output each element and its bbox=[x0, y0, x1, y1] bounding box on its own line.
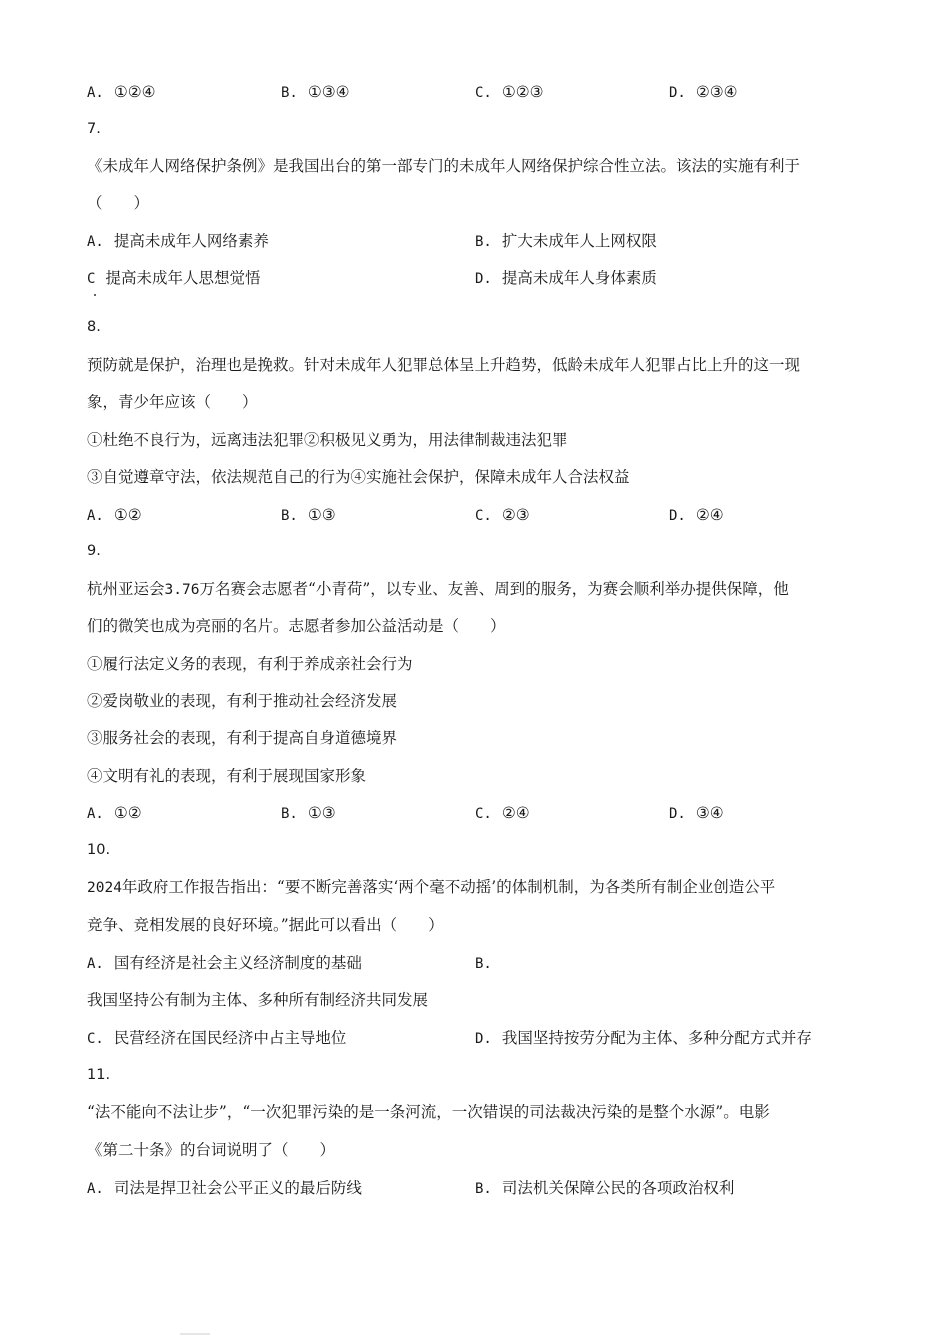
option-label: B. bbox=[281, 806, 298, 822]
q6-option-b bbox=[281, 82, 350, 103]
option-label: B. bbox=[475, 956, 492, 972]
option-label: D. bbox=[669, 806, 686, 822]
q10-stem-line1 bbox=[87, 877, 775, 898]
option-label: B. bbox=[281, 85, 298, 101]
q9-item-3: ③服务社会的表现，有利于提高自身道德境界 bbox=[87, 729, 398, 747]
option-text: 扩大未成年人上网权限 bbox=[501, 232, 657, 250]
q6-option-d bbox=[669, 82, 738, 103]
option-label: A. bbox=[87, 956, 104, 972]
option-label: B. bbox=[281, 508, 298, 524]
option-text: ②③④ bbox=[695, 83, 738, 101]
q9-number: 9. bbox=[87, 543, 101, 559]
q9-option-a bbox=[87, 803, 142, 824]
option-label: A. bbox=[87, 85, 104, 101]
q9-option-b bbox=[281, 803, 336, 824]
q11-stem-line1: “法不能向不法让步”，“一次犯罪污染的是一条河流，一次错误的司法裁决污染的是整个水源”。电影 bbox=[87, 1103, 770, 1121]
q11-number: 11. bbox=[87, 1067, 111, 1083]
option-label: B. bbox=[475, 1181, 492, 1197]
q11-option-a bbox=[87, 1178, 362, 1199]
option-label: B. bbox=[475, 234, 492, 250]
option-label: D. bbox=[669, 85, 686, 101]
q7-stem-line2: （ ） bbox=[87, 194, 150, 212]
q10-option-c bbox=[87, 1028, 346, 1049]
q6-option-c bbox=[475, 82, 544, 103]
option-label: D. bbox=[669, 508, 686, 524]
option-label: C. bbox=[475, 508, 492, 524]
q9-stem-part-b: 万名赛会志愿者“小青荷”，以专业、友善、周到的服务，为赛会顺利举办提供保障，他 bbox=[199, 580, 789, 598]
option-label: D. bbox=[475, 1031, 492, 1047]
option-text: ②④ bbox=[501, 804, 530, 822]
option-text: 司法机关保障公民的各项政治权利 bbox=[501, 1179, 735, 1197]
q8-item-line2: ③自觉遵章守法，依法规范自己的行为④实施社会保护，保障未成年人合法权益 bbox=[87, 468, 630, 486]
option-label: C. bbox=[475, 806, 492, 822]
option-text: ①② bbox=[113, 506, 142, 524]
q8-option-a bbox=[87, 505, 142, 526]
q8-option-c bbox=[475, 505, 530, 526]
option-text: ①③ bbox=[307, 506, 336, 524]
q9-item-4: ④文明有礼的表现，有利于展现国家形象 bbox=[87, 767, 367, 785]
q10-stem-line2: 竞争、竞相发展的良好环境。”据此可以看出（ ） bbox=[87, 916, 444, 934]
q7-option-a bbox=[87, 231, 269, 252]
q7-option-d bbox=[475, 268, 657, 289]
q9-stem-number: 3.76 bbox=[164, 582, 200, 598]
option-label: A. bbox=[87, 508, 104, 524]
option-text: 民营经济在国民经济中占主导地位 bbox=[113, 1029, 347, 1047]
stray-dot bbox=[94, 294, 96, 296]
q11-stem-line2: 《第二十条》的台词说明了（ ） bbox=[87, 1141, 336, 1159]
option-text: ①②③ bbox=[501, 83, 544, 101]
option-label: C. bbox=[475, 85, 492, 101]
q9-item-2: ②爱岗敬业的表现，有利于推动社会经济发展 bbox=[87, 692, 398, 710]
q6-option-a bbox=[87, 82, 156, 103]
option-text: ③④ bbox=[695, 804, 724, 822]
q9-option-d bbox=[669, 803, 724, 824]
option-text: 司法是捍卫社会公平正义的最后防线 bbox=[113, 1179, 362, 1197]
q8-stem-line2: 象，青少年应该（ ） bbox=[87, 393, 258, 411]
q9-option-c bbox=[475, 803, 530, 824]
option-text: ②③ bbox=[501, 506, 530, 524]
option-text: 国有经济是社会主义经济制度的基础 bbox=[113, 954, 362, 972]
q7-option-c bbox=[87, 268, 260, 289]
option-label: A. bbox=[87, 234, 104, 250]
option-text: 提高未成年人思想觉悟 bbox=[105, 269, 261, 287]
q8-option-d bbox=[669, 505, 724, 526]
q7-number: 7. bbox=[87, 121, 101, 137]
q8-option-b bbox=[281, 505, 336, 526]
option-text: 提高未成年人身体素质 bbox=[501, 269, 657, 287]
q10-stem-text: 年政府工作报告指出：“要不断完善落实‘两个毫不动摇’的体制机制，为各类所有制企业创造公平 bbox=[121, 878, 776, 896]
option-text: ①③ bbox=[307, 804, 336, 822]
q9-stem-line2: 们的微笑也成为亮丽的名片。志愿者参加公益活动是（ ） bbox=[87, 617, 506, 635]
q9-stem-line1 bbox=[87, 579, 789, 600]
q11-option-b bbox=[475, 1178, 734, 1199]
option-label: C bbox=[87, 271, 96, 287]
option-label: A. bbox=[87, 806, 104, 822]
q10-option-b-text: 我国坚持公有制为主体、多种所有制经济共同发展 bbox=[87, 991, 429, 1009]
option-label: D. bbox=[475, 271, 492, 287]
footer-mark bbox=[180, 1333, 210, 1335]
q9-item-1: ①履行法定义务的表现，有利于养成亲社会行为 bbox=[87, 655, 413, 673]
q10-option-a bbox=[87, 953, 362, 974]
option-text: ②④ bbox=[695, 506, 724, 524]
q10-option-b bbox=[475, 953, 502, 974]
option-text: 我国坚持按劳分配为主体、多种分配方式并存 bbox=[501, 1029, 812, 1047]
q7-option-b bbox=[475, 231, 657, 252]
q10-option-d bbox=[475, 1028, 812, 1049]
q8-item-line1: ①杜绝不良行为，远离违法犯罪②积极见义勇为，用法律制裁违法犯罪 bbox=[87, 431, 568, 449]
q8-stem-line1: 预防就是保护，治理也是挽救。针对未成年人犯罪总体呈上升趋势，低龄未成年人犯罪占比上升的这一现 bbox=[87, 356, 801, 374]
option-text: ①②④ bbox=[113, 83, 156, 101]
q9-stem-part-a: 杭州亚运会 bbox=[87, 580, 165, 598]
q8-number: 8. bbox=[87, 319, 101, 335]
q10-number: 10. bbox=[87, 842, 111, 858]
option-label: A. bbox=[87, 1181, 104, 1197]
option-label: C. bbox=[87, 1031, 104, 1047]
q10-stem-year: 2024 bbox=[87, 880, 122, 896]
option-text: ①③④ bbox=[307, 83, 350, 101]
option-text: ①② bbox=[113, 804, 142, 822]
option-text: 提高未成年人网络素养 bbox=[113, 232, 269, 250]
q7-stem-line1: 《未成年人网络保护条例》是我国出台的第一部专门的未成年人网络保护综合性立法。该法的实施有利于 bbox=[87, 157, 801, 175]
